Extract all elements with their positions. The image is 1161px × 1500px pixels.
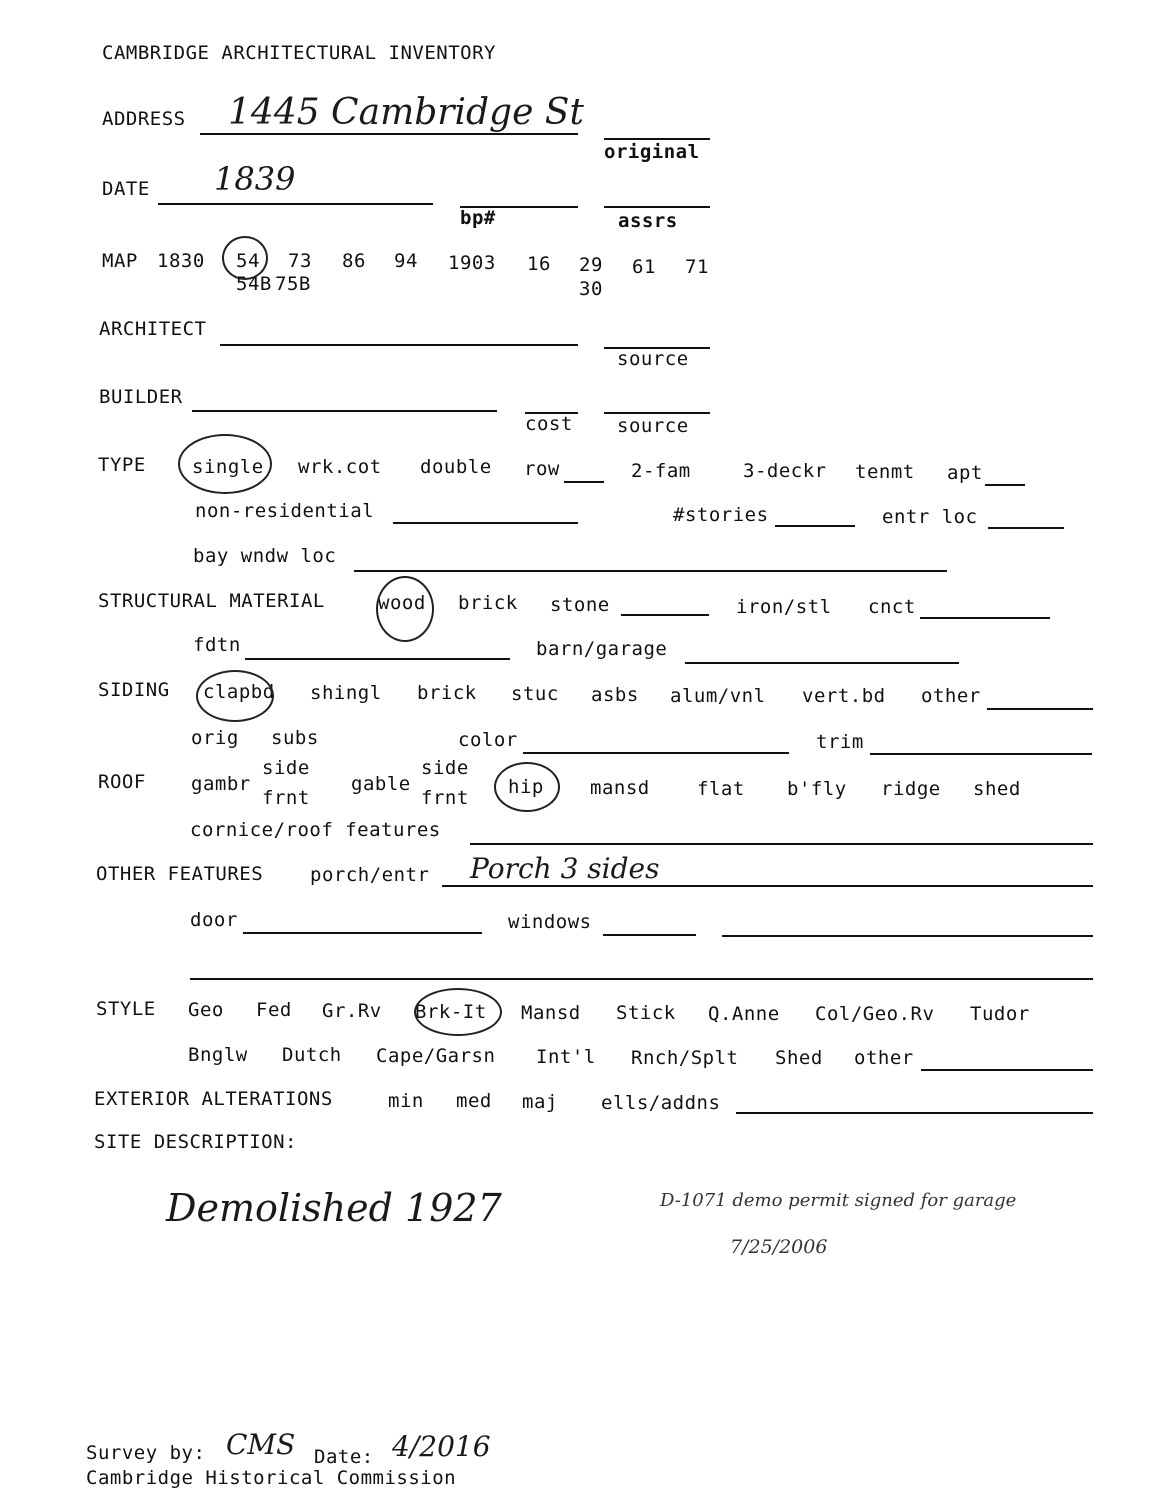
map-label: MAP: [102, 250, 138, 272]
entr-line: [988, 527, 1064, 529]
type-label: TYPE: [98, 454, 146, 476]
date-value[interactable]: 1839: [214, 160, 296, 198]
assrs-line: [604, 206, 710, 208]
roof-option[interactable]: ridge: [881, 778, 941, 800]
form-title: CAMBRIDGE ARCHITECTURAL INVENTORY: [102, 42, 496, 64]
door-line: [243, 932, 482, 934]
survey-label: Survey by:: [86, 1442, 206, 1464]
siding-option[interactable]: asbs: [591, 684, 639, 706]
style-other-line: [921, 1069, 1093, 1071]
style-option[interactable]: Mansd: [521, 1002, 581, 1024]
map-year: 54: [236, 250, 260, 272]
roof-option[interactable]: hip: [508, 776, 544, 798]
type-option[interactable]: double: [420, 456, 492, 478]
barn-line: [685, 662, 959, 664]
map-year: 29: [579, 254, 603, 276]
commission-name: Cambridge Historical Commission: [86, 1467, 457, 1489]
roof-option[interactable]: shed: [973, 778, 1021, 800]
footer-date-value: 4/2016: [392, 1430, 491, 1463]
roof-option[interactable]: b'fly: [787, 778, 847, 800]
date-line: [158, 203, 433, 205]
cnct-line: [920, 617, 1050, 619]
style-option[interactable]: Stick: [616, 1002, 676, 1024]
address-line: [200, 133, 578, 135]
cost-label: cost: [525, 413, 573, 435]
selection-circle: [196, 670, 274, 722]
address-label: ADDRESS: [102, 108, 186, 130]
map-year: 86: [342, 250, 366, 272]
style-option[interactable]: Int'l: [536, 1046, 596, 1068]
builder-line: [192, 410, 497, 412]
original-line: [604, 138, 710, 140]
map-sub-year: 54B: [236, 273, 272, 295]
stories-label: #stories: [673, 504, 769, 526]
type-option[interactable]: tenmt: [855, 461, 915, 483]
date-label: DATE: [102, 178, 150, 200]
cornice-label: cornice/roof features: [190, 819, 441, 841]
style-option[interactable]: other: [854, 1047, 914, 1069]
roof-option[interactable]: flat: [697, 778, 745, 800]
cornice-line: [470, 843, 1093, 845]
structural-option[interactable]: wood: [378, 592, 426, 614]
nonres-line: [393, 522, 578, 524]
bay-line: [354, 570, 947, 572]
structural-option[interactable]: iron/stl: [736, 596, 832, 618]
roof-gable-side[interactable]: side: [421, 757, 469, 779]
alteration-option[interactable]: maj: [522, 1091, 558, 1113]
builder-label: BUILDER: [99, 386, 183, 408]
siding-option[interactable]: clapbd: [203, 681, 275, 703]
roof-gambr[interactable]: gambr: [191, 773, 251, 795]
map-year: 1903: [448, 252, 496, 274]
trim-label: trim: [816, 731, 864, 753]
builder-source-line: [604, 412, 710, 414]
siding-option[interactable]: shingl: [310, 682, 382, 704]
site-note-demolished: Demolished 1927: [166, 1186, 502, 1230]
style-option[interactable]: Bnglw: [188, 1044, 248, 1066]
bay-label: bay wndw loc: [193, 545, 337, 567]
architect-label: ARCHITECT: [99, 318, 207, 340]
map-year: 16: [527, 253, 551, 275]
map-year: 73: [288, 250, 312, 272]
type-option[interactable]: apt: [947, 462, 983, 484]
siding-option[interactable]: alum/vnl: [670, 685, 766, 707]
color-label: color: [458, 729, 518, 751]
map-sub-year: 30: [579, 278, 603, 300]
roof-gable[interactable]: gable: [351, 773, 411, 795]
roof-gable-frnt[interactable]: frnt: [421, 787, 469, 809]
structural-option[interactable]: brick: [458, 592, 518, 614]
structural-label: STRUCTURAL MATERIAL: [98, 590, 325, 612]
selection-circle: [494, 762, 560, 812]
siding-option[interactable]: stuc: [511, 683, 559, 705]
door-label: door: [190, 909, 238, 931]
row-line: [564, 481, 604, 483]
windows-extra-line: [722, 935, 1093, 937]
roof-option[interactable]: mansd: [590, 777, 650, 799]
structural-option[interactable]: cnct: [868, 596, 916, 618]
windows-line: [603, 934, 696, 936]
orig-label: orig: [191, 727, 239, 749]
ells-line: [736, 1112, 1093, 1114]
architect-source-label: source: [617, 348, 689, 370]
address-value[interactable]: 1445 Cambridge St: [228, 92, 584, 133]
alteration-option[interactable]: min: [388, 1090, 424, 1112]
selection-circle: [414, 988, 502, 1036]
porch-label: porch/entr: [310, 864, 430, 886]
survey-value: CMS: [226, 1428, 296, 1461]
assrs-label: assrs: [618, 210, 678, 232]
architect-line: [220, 344, 578, 346]
style-option[interactable]: Fed: [256, 999, 292, 1021]
stories-line: [775, 525, 855, 527]
fdtn-line: [245, 658, 510, 660]
siding-option[interactable]: other: [921, 685, 981, 707]
style-option[interactable]: Dutch: [282, 1044, 342, 1066]
siding-option[interactable]: vert.bd: [802, 685, 886, 707]
map-year: 1830: [157, 250, 205, 272]
map-sub-year: 75B: [275, 273, 311, 295]
style-option[interactable]: Shed: [775, 1047, 823, 1069]
alterations-label: EXTERIOR ALTERATIONS: [94, 1088, 333, 1110]
windows-label: windows: [508, 911, 592, 933]
footer-date-label: Date:: [314, 1446, 374, 1468]
entr-label: entr loc: [882, 506, 978, 528]
style-option[interactable]: Tudor: [970, 1003, 1030, 1025]
style-option[interactable]: Q.Anne: [708, 1003, 780, 1025]
style-option[interactable]: Brk-It: [415, 1001, 487, 1023]
porch-line: [442, 885, 1093, 887]
type-option[interactable]: 3-deckr: [743, 460, 827, 482]
type-option[interactable]: wrk.cot: [298, 456, 382, 478]
color-line: [523, 752, 789, 754]
features-extra-line: [190, 978, 1093, 980]
type-option[interactable]: single: [192, 456, 264, 478]
style-option[interactable]: Col/Geo.Rv: [815, 1003, 935, 1025]
porch-value[interactable]: Porch 3 sides: [470, 852, 660, 885]
style-option[interactable]: Gr.Rv: [322, 1000, 382, 1022]
siding-other-line: [987, 708, 1093, 710]
apt-line: [985, 484, 1025, 486]
map-year: 94: [394, 250, 418, 272]
type-option[interactable]: row: [524, 458, 560, 480]
map-year: 61: [632, 256, 656, 278]
alteration-option[interactable]: med: [456, 1090, 492, 1112]
other-features-label: OTHER FEATURES: [96, 863, 264, 885]
subs-label: subs: [271, 727, 319, 749]
trim-line: [870, 753, 1092, 755]
alteration-option[interactable]: ells/addns: [601, 1092, 721, 1114]
original-label: original: [604, 141, 700, 163]
style-option[interactable]: Cape/Garsn: [376, 1045, 496, 1067]
barn-label: barn/garage: [536, 638, 668, 660]
selection-circle: [376, 576, 434, 642]
siding-label: SIDING: [98, 679, 170, 701]
map-year: 71: [685, 256, 709, 278]
fdtn-label: fdtn: [193, 634, 241, 656]
site-note-permit: D-1071 demo permit signed for garage: [660, 1190, 1017, 1211]
roof-label: ROOF: [98, 771, 146, 793]
site-label: SITE DESCRIPTION:: [94, 1131, 297, 1153]
style-option[interactable]: Rnch/Splt: [631, 1047, 739, 1069]
selection-circle: [178, 434, 272, 494]
structural-option[interactable]: stone: [550, 594, 610, 616]
site-note-date: 7/25/2006: [730, 1236, 828, 1258]
bp-label: bp#: [460, 207, 496, 229]
roof-gambr-frnt[interactable]: frnt: [262, 787, 310, 809]
stone-line: [621, 614, 709, 616]
style-option[interactable]: Geo: [188, 999, 224, 1021]
type-option[interactable]: 2-fam: [631, 460, 691, 482]
builder-source-label: source: [617, 415, 689, 437]
style-label: STYLE: [96, 998, 156, 1020]
nonres-label: non-residential: [195, 500, 375, 522]
roof-gambr-side[interactable]: side: [262, 757, 310, 779]
siding-option[interactable]: brick: [417, 682, 477, 704]
